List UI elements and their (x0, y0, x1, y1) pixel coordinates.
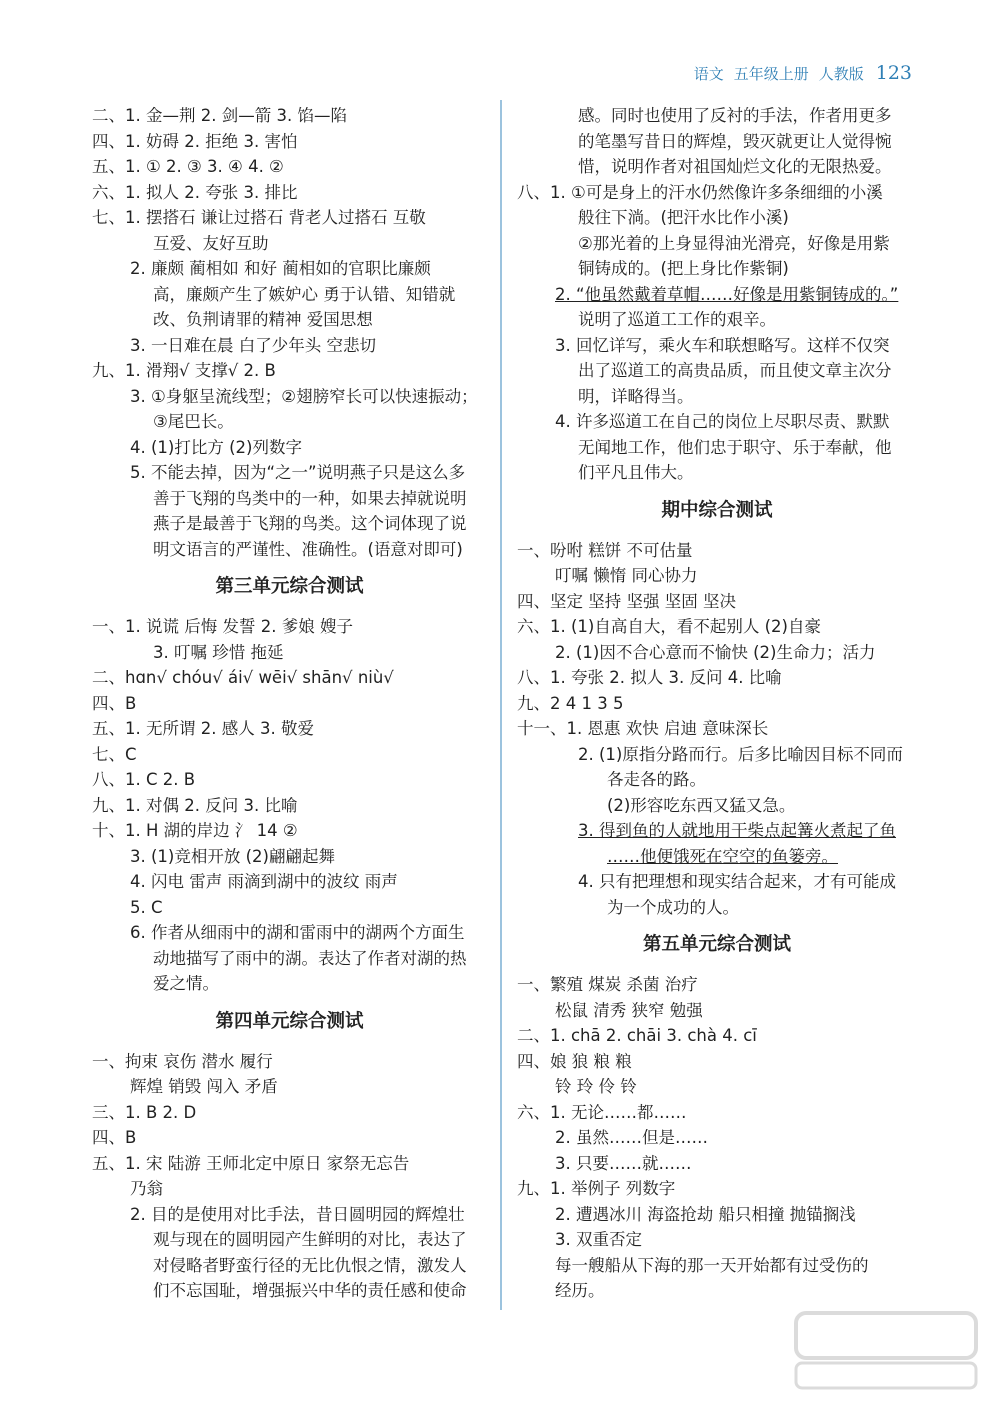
answer-line: 高，廉颇产生了嫉妒心 勇于认错、知错就 (153, 284, 456, 304)
answer-line: 各走各的路。 (607, 770, 706, 789)
answer-line: 八、1. ①可是身上的汗水仍然像许多条细细的小溪 (517, 182, 883, 202)
answer-line: 一、繁殖 煤炭 杀菌 治疗 (517, 975, 698, 994)
answer-line: ②那光着的上身显得油光滑亮，好像是用紫 (578, 233, 890, 253)
answer-line: (2)形容吃东西又猛又急。 (607, 795, 796, 815)
answer-line: 们不忘国耻，增强振兴中华的责任感和使命 (153, 1281, 467, 1300)
answer-line: 对侵略者野蛮行径的无比仇恨之情，激发人 (153, 1255, 467, 1275)
header-edition: 人教版 (818, 65, 864, 83)
answer-line: 5. C (130, 897, 163, 917)
answer-line: 叮嘱 懒惰 同心协力 (555, 566, 698, 585)
answer-line: 6. 作者从细雨中的湖和雷雨中的湖两个方面生 (130, 923, 465, 942)
answer-line: 的笔墨写昔日的辉煌，毁灭就更让人觉得惋 (578, 131, 892, 151)
answer-line: 4. 只有把理想和现实结合起来，才有可能成 (578, 872, 896, 891)
answer-line: 惜，说明作者对祖国灿烂文化的无限热爱。 (578, 157, 892, 176)
answer-line: 铜铸成的。(把上身比作紫铜) (578, 259, 789, 278)
answer-line: 九、1. 举例子 列数字 (517, 1179, 676, 1198)
answer-line: 2. (1)原指分路而行。后多比喻因目标不同而 (578, 744, 903, 764)
answer-line: 九、1. 滑翔√ 支撑√ 2. B (92, 361, 276, 380)
section-title-unit4: 第四单元综合测试 (215, 1010, 364, 1032)
answer-line: 一、1. 说谎 后悔 发誓 2. 爹娘 嫂子 (92, 617, 353, 636)
answer-line: 们平凡且伟大。 (578, 463, 694, 482)
answer-line: ③尾巴长。 (153, 412, 234, 431)
answer-line: 3. 一日难在晨 白了少年头 空悲切 (130, 335, 376, 355)
answer-line: 一、拘束 哀伤 潜水 履行 (92, 1051, 273, 1071)
answer-line: 四、1. 妨碍 2. 拒绝 3. 害怕 (92, 131, 298, 151)
answer-line: 3. 回忆详写，乘火车和联想略写。这样不仅突 (555, 335, 890, 355)
answer-line: 经历。 (555, 1281, 605, 1300)
answer-line: 四、B (92, 693, 137, 713)
answer-line: 八、1. 夸张 2. 拟人 3. 反问 4. 比喻 (517, 668, 782, 687)
section-title-unit5: 第五单元综合测试 (642, 934, 791, 955)
answer-line: 四、B (92, 1128, 137, 1147)
answer-line: 改、负荆请罪的精神 爱国思想 (153, 310, 373, 329)
answer-line: 四、娘 狼 粮 粮 (517, 1051, 632, 1071)
answer-line: 2. 遭遇冰川 海盗抢劫 船只相撞 抛锚搁浅 (555, 1204, 856, 1224)
answer-line: 感。同时也使用了反衬的手法，作者用更多 (578, 106, 892, 125)
answer-line: 铃 玲 伶 铃 (555, 1077, 637, 1096)
answer-line: 每一艘船从下海的那一天开始都有过受伤的 (555, 1255, 869, 1275)
answer-line: 3. 只要……就…… (555, 1153, 692, 1173)
answer-line: 十、1. H 湖的岸边 氵 14 ② (92, 821, 298, 840)
answer-line: 六、1. 拟人 2. 夸张 3. 排比 (92, 182, 298, 202)
answer-line: ……他便饿死在空空的鱼篓旁。 (607, 846, 838, 866)
section-title-unit3: 第三单元综合测试 (215, 576, 364, 597)
header-grade: 五年级上册 (733, 65, 809, 83)
column-divider (500, 100, 502, 1310)
right-column (517, 103, 917, 1304)
answer-line: 五、1. 无所谓 2. 感人 3. 敬爱 (92, 719, 314, 738)
answer-line: 三、1. B 2. D (92, 1102, 197, 1122)
answer-line: 5. 不能去掉，因为“之一”说明燕子只是这么多 (130, 463, 466, 482)
answer-line: 善于飞翔的鸟类中的一种，如果去掉就说明 (153, 488, 467, 508)
answer-line: 2. 廉颇 蔺相如 和好 蔺相如的官职比廉颇 (130, 259, 431, 278)
answer-line: 乃翁 (130, 1179, 163, 1198)
answer-line: 九、1. 对偶 2. 反问 3. 比喻 (92, 795, 298, 815)
answer-line: 五、1. ① 2. ③ 3. ④ 4. ② (92, 157, 284, 176)
answer-line: 七、1. 摆搭石 谦让过搭石 背老人过搭石 互敬 (92, 208, 426, 227)
answer-line: 动地描写了雨中的湖。表达了作者对湖的热 (153, 948, 467, 968)
answer-line: 四、坚定 坚持 坚强 坚固 坚决 (517, 591, 736, 611)
answer-line: 2. 目的是使用对比手法，昔日圆明园的辉煌壮 (130, 1204, 465, 1224)
answer-line: 2. “他虽然戴着草帽……好像是用紫铜铸成的。” (555, 284, 899, 304)
answer-line: 松鼠 清秀 狭窄 勉强 (555, 1000, 703, 1020)
answer-line: 3. ①身躯呈流线型；②翅膀窄长可以快速振动； (130, 386, 478, 406)
answer-line: 六、1. 无论……都…… (517, 1102, 687, 1122)
answer-line: 一、吩咐 糕饼 不可估量 (517, 540, 693, 560)
answer-line: 互爱、友好互助 (153, 233, 269, 253)
answer-line: 出了巡道工的高贵品质，而且使文章主次分 (578, 361, 892, 380)
answer-line: 般往下淌。(把汗水比作小溪) (578, 208, 789, 227)
answer-line: 明文语言的严谨性、准确性。(语意对即可) (153, 539, 463, 559)
answer-line: 为一个成功的人。 (607, 897, 739, 917)
left-column (92, 103, 487, 1304)
answer-line: 九、2 4 1 3 5 (517, 693, 624, 713)
answer-line: 明，详略得当。 (578, 386, 694, 406)
answer-line: 十一、1. 恩惠 欢快 启迪 意味深长 (517, 719, 769, 738)
answer-line: 二、1. chā 2. chāi 3. chà 4. cī (517, 1026, 757, 1045)
answer-line: 说明了巡道工工作的艰辛。 (578, 310, 776, 329)
answer-line: 六、1. (1)自高自大，看不起别人 (2)自豪 (517, 617, 821, 636)
answer-line: 观与现在的圆明园产生鲜明的对比，表达了 (153, 1230, 467, 1249)
answer-line: 五、1. 宋 陆游 王师北定中原日 家祭无忘告 (92, 1153, 410, 1173)
answer-line: 2. (1)因不合心意而不愉快 (2)生命力；活力 (555, 642, 876, 662)
header-subject: 语文 (693, 65, 724, 83)
answer-line: 燕子是最善于飞翔的鸟类。这个词体现了说 (153, 514, 467, 533)
answer-line: 2. 虽然……但是…… (555, 1128, 708, 1147)
answer-line: 爱之情。 (153, 974, 219, 993)
answer-line: 辉煌 销毁 闯入 矛盾 (130, 1077, 278, 1096)
answer-line: 4. 许多巡道工在自己的岗位上尽职尽责、默默 (555, 412, 890, 431)
answer-line: 3. 双重否定 (555, 1230, 642, 1249)
answer-line: 3. (1)竞相开放 (2)翩翩起舞 (130, 846, 335, 866)
answer-line: 4. (1)打比方 (2)列数字 (130, 437, 302, 457)
answer-line: 二、1. 金—荆 2. 剑—箭 3. 馅—陷 (92, 106, 347, 125)
watermark-logo-icon (786, 1303, 986, 1393)
answer-line: 3. 得到鱼的人就地用干柴点起篝火煮起了鱼 (578, 821, 896, 840)
answer-line: 3. 叮嘱 珍惜 拖延 (153, 642, 284, 662)
answer-line: 二、hɑn√ chóu√ ái√ wēi√ shān√ niù√ (92, 668, 394, 687)
answer-line: 七、C (92, 744, 137, 764)
page-number: 123 (875, 62, 912, 84)
answer-line: 无闻地工作，他们忠于职守、乐于奉献，他 (578, 437, 892, 457)
answer-line: 4. 闪电 雷声 雨滴到湖中的波纹 雨声 (130, 872, 398, 891)
answer-line: 八、1. C 2. B (92, 770, 196, 789)
section-title-midterm: 期中综合测试 (661, 499, 773, 521)
page-header (694, 62, 912, 84)
